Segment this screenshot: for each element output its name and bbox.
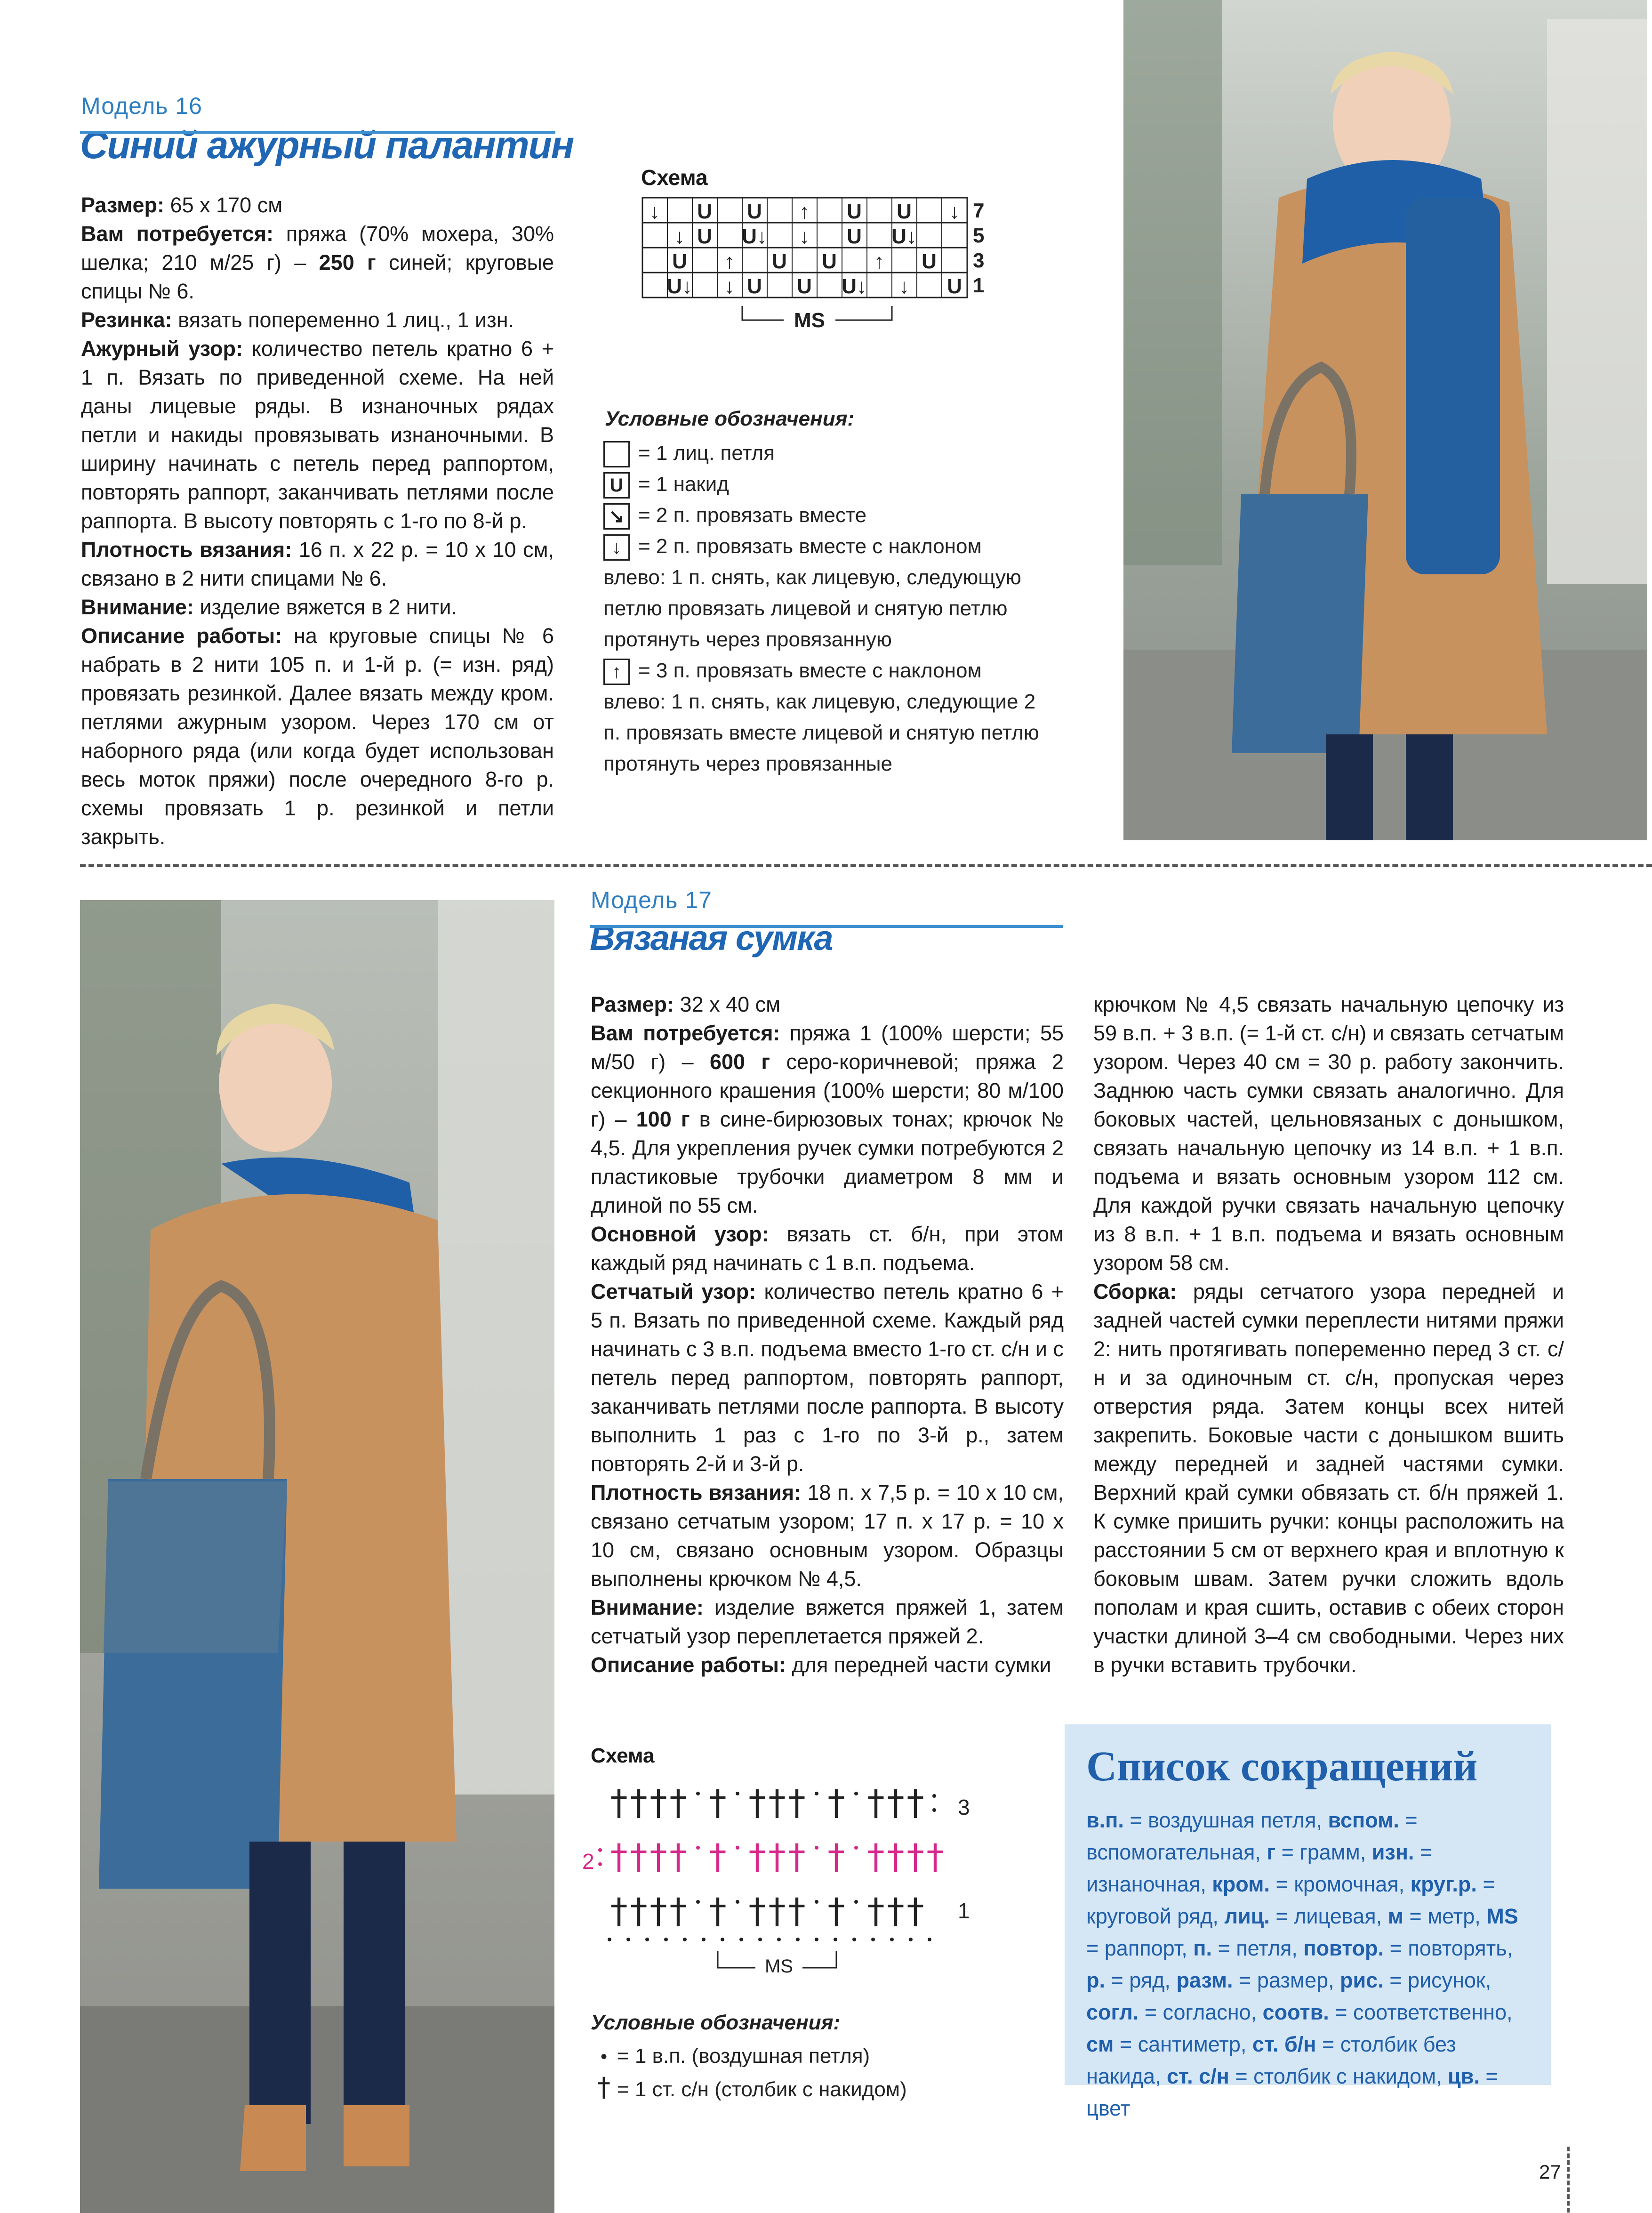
- svg-text:†: †: [827, 1837, 845, 1877]
- svg-text:U: U: [772, 250, 787, 273]
- abbr-key: м: [1387, 1904, 1403, 1928]
- abbr-key: лиц.: [1224, 1904, 1270, 1928]
- abbr-value: = раппорт,: [1086, 1936, 1194, 1960]
- model16-legend: [603, 438, 1046, 780]
- page-number: 27: [1539, 2161, 1561, 2183]
- abbr-value: = рисунок,: [1383, 1968, 1492, 1992]
- m17-gauge-label: Плотность вязания:: [591, 1481, 802, 1505]
- legend17-chain: • = 1 в.п. (воздушная петля): [591, 2041, 1014, 2072]
- svg-text:↓: ↓: [799, 225, 810, 248]
- svg-text:U: U: [697, 200, 712, 223]
- abbr-key: цв.: [1448, 2064, 1480, 2088]
- svg-text:†: †: [887, 1783, 905, 1823]
- m17-main-text: вязать ст. б/н, при этом каждый ряд начинать с 1 в.п. подъема.: [591, 1222, 1064, 1275]
- svg-text:†: †: [887, 1837, 905, 1877]
- model16-legend-title: Условные обозначения:: [605, 407, 855, 430]
- abbr-key: рис.: [1340, 1968, 1384, 1992]
- m17-gauge-text: 18 п. x 7,5 р. = 10 x 10 см, связано сетчатым узором; 17 п. x 17 р. = 10 x 10 см, связано основным узором. Образцы выполнены крючком № 4,5.: [591, 1481, 1064, 1591]
- svg-text:↑: ↑: [724, 250, 735, 273]
- svg-text:†: †: [748, 1891, 766, 1931]
- model16-text: [81, 191, 554, 851]
- m17-assembly-text: ряды сетчатого узора передней и задней частей сумки переплести нитями пряжи 2: нить протягивать попеременно перед 3 ст. с/н и за одиночным ст. с/н, пропуская через отверстия ряда. Затем концы всех нитей закрепить. Боковые части с донышком вшить между передней и задней частями сумки. Верхний край сумки обвязать ст. б/н пряжей 1. К сумке пришить ручки: концы расположить на расстоянии 5 см от верхнего края и вплотную к боковым швам. Затем ручки сложить вдоль пополам и края сшить, оставив с обеих сторон участки длиной 3–4 см свободными. Через них в ручки вставить трубочки.: [1093, 1280, 1564, 1677]
- abbr-key: кром.: [1212, 1872, 1270, 1896]
- svg-text:†: †: [768, 1837, 786, 1877]
- abbr-value: = изнаночная,: [1086, 1840, 1433, 1896]
- svg-text:†: †: [630, 1837, 648, 1877]
- svg-text:↓: ↓: [899, 275, 909, 298]
- chart16-ms: MS: [794, 309, 825, 332]
- abbreviations-title: Список сокращений: [1086, 1743, 1478, 1790]
- model16-label: Модель 16: [81, 93, 202, 119]
- svg-text:†: †: [906, 1837, 924, 1877]
- abbr-value: = воздушная петля,: [1123, 1808, 1328, 1832]
- svg-text:†: †: [906, 1891, 924, 1931]
- m17-mesh-label: Сетчатый узор:: [591, 1280, 756, 1304]
- m17-desc-label: Описание работы:: [591, 1653, 786, 1677]
- svg-text:†: †: [827, 1891, 845, 1931]
- ssk-icon: ↓: [603, 534, 630, 561]
- svg-text:†: †: [867, 1783, 885, 1823]
- svg-text:†: †: [669, 1891, 687, 1931]
- abbr-value: = столбик без накида,: [1086, 2032, 1456, 2088]
- abbreviations-box: [1065, 1724, 1551, 2120]
- model17-legend: [591, 2041, 1014, 2105]
- abbr-value: = лицевая,: [1269, 1904, 1388, 1928]
- abbr-value: = круговой ряд,: [1086, 1872, 1495, 1928]
- svg-text:†: †: [650, 1891, 667, 1931]
- abbr-value: = сантиметр,: [1114, 2032, 1252, 2056]
- m17-mesh-text: количество петель кратно 6 + 5 п. Вязать по приведенной схеме. Каждый ряд начинать с 3 в.п. подъема вместо 1-го ст. с/н и с петель перед раппортом, повторять раппорт, заканчивать петлями после раппорта. В высоту выполнить 1 раз с 1-го по 3-й р., затем повторять 2-й и 3-й р.: [591, 1280, 1064, 1476]
- m17-need-amount-b: 100 г: [636, 1107, 690, 1131]
- note-text: изделие вяжется в 2 нити.: [193, 595, 457, 619]
- model17-photo: [80, 900, 554, 2213]
- double-crochet-icon: †: [597, 2072, 610, 2103]
- svg-text:†: †: [887, 1891, 905, 1931]
- model17-text-col1: [591, 990, 1064, 1679]
- desc-label: Описание работы:: [81, 624, 282, 648]
- abbr-key: разм.: [1176, 1968, 1233, 1992]
- need-amount: 250 г: [319, 250, 376, 274]
- svg-text:†: †: [610, 1783, 628, 1823]
- svg-text:U: U: [897, 200, 912, 223]
- k2tog-icon: ↘: [603, 503, 630, 530]
- m17-need-text-b: серо-коричневой; пряжа 2 секционного крашения (100% шерсти; 80 м/100 г) –: [591, 1050, 1064, 1131]
- lace-label: Ажурный узор:: [81, 337, 243, 361]
- svg-text:↓: ↓: [674, 225, 685, 248]
- svg-text:†: †: [630, 1891, 648, 1931]
- abbr-key: в.п.: [1086, 1808, 1124, 1832]
- lace-text: количество петель кратно 6 + 1 п. Вязать по приведенной схеме. На ней даны лицевые ряды. В изнаночных рядах петли и накиды провязывать изнаночными. В ширину начинать с петель перед раппортом, повторять раппорт, заканчивать петлями после раппорта. В высоту повторять с 1-го по 8-й р.: [81, 337, 554, 533]
- svg-text:†: †: [709, 1837, 727, 1877]
- abbr-value: = повторять,: [1384, 1936, 1513, 1960]
- m17-need-label: Вам потребуется:: [591, 1021, 780, 1045]
- svg-text:U: U: [847, 225, 862, 248]
- svg-text:U↓: U↓: [891, 225, 917, 248]
- chart17-row-3: 3: [958, 1795, 970, 1819]
- need-label: Вам потребуется:: [81, 222, 273, 246]
- svg-text:†: †: [610, 1891, 628, 1931]
- svg-text:U: U: [747, 275, 762, 298]
- chart17-ms: MS: [765, 1956, 793, 1977]
- abbr-value: = согласно,: [1139, 2000, 1263, 2024]
- svg-text:†: †: [610, 1837, 628, 1877]
- svg-text:U: U: [747, 200, 762, 223]
- svg-text:†: †: [768, 1891, 786, 1931]
- abbreviations-list: [1086, 1804, 1529, 2124]
- model16-photo: [1123, 0, 1647, 840]
- svg-text:U: U: [697, 225, 712, 248]
- svg-text:U↓: U↓: [667, 275, 692, 298]
- m17-main-label: Основной узор:: [591, 1222, 769, 1246]
- abbr-key: ст. с/н: [1167, 2064, 1229, 2088]
- chart16-row-7: 7: [973, 199, 985, 222]
- chart17-row-2: 2: [582, 1849, 594, 1874]
- legend16-k2tog: ↘ = 2 п. провязать вместе: [603, 500, 1046, 531]
- size-text: 65 x 170 см: [164, 193, 283, 217]
- model17-legend-title: Условные обозначения:: [591, 2011, 841, 2034]
- svg-text:U: U: [947, 275, 962, 298]
- abbr-key: MS: [1486, 1904, 1518, 1928]
- abbr-value: = метр,: [1403, 1904, 1487, 1928]
- gauge-text: 16 п. x 22 р. = 10 x 10 см, связано в 2 нити спицами № 6.: [81, 538, 554, 590]
- abbr-key: изн.: [1371, 1840, 1414, 1864]
- svg-text:†: †: [768, 1783, 786, 1823]
- abbr-value: = размер,: [1233, 1968, 1340, 1992]
- abbr-key: см: [1086, 2032, 1114, 2056]
- model17-scheme-label: Схема: [591, 1744, 655, 1767]
- model17-crochet-chart: [582, 1777, 1038, 1998]
- section-divider: [80, 864, 1652, 867]
- svg-text:↓: ↓: [650, 200, 660, 223]
- svg-text:†: †: [709, 1783, 727, 1823]
- svg-text:↓: ↓: [724, 275, 735, 298]
- abbr-key: соотв.: [1262, 2000, 1329, 2024]
- yarn-over-icon: U: [603, 472, 630, 499]
- m17-need-text-c: в сине-бирюзовых тонах; крючок № 4,5. Для укрепления ручек сумки потребуются 2 пластиковые трубочки диаметром 8 мм и длиной по 55 см.: [591, 1107, 1064, 1217]
- page-edge-marks: [1567, 2147, 1570, 2213]
- legend16-sk2p: ↑ = 3 п. провязать вместе с наклоном влево: 1 п. снять, как лицевую, следующие 2 п. провязать вместе лицевой и снятую петлю протянуть через провязанные: [603, 659, 1039, 775]
- m17-need-amount-a: 600 г: [710, 1050, 770, 1074]
- need-text: пряжа (70% мохера, 30% шелка; 210 м/25 г) –: [81, 222, 554, 274]
- abbr-value: = кромочная,: [1269, 1872, 1411, 1896]
- svg-text:†: †: [709, 1891, 727, 1931]
- svg-text:†: †: [650, 1837, 667, 1877]
- svg-text:†: †: [650, 1783, 667, 1823]
- size-label: Размер:: [81, 193, 165, 217]
- svg-text:U↓: U↓: [742, 225, 767, 248]
- m17-size-text: 32 x 40 см: [674, 992, 781, 1016]
- m17-note-text: изделие вяжется пряжей 1, затем сетчатый узор переплетается пряжей 2.: [591, 1595, 1064, 1648]
- svg-text:†: †: [630, 1783, 648, 1823]
- model16-knit-chart: [638, 193, 1000, 344]
- rib-label: Резинка:: [81, 308, 172, 332]
- svg-text:†: †: [788, 1891, 806, 1931]
- legend16-yo: U = 1 накид: [603, 469, 1046, 500]
- legend17-dc: † = 1 ст. с/н (столбик с накидом): [591, 2072, 1014, 2105]
- svg-text:↓: ↓: [949, 200, 960, 223]
- model17-text-col2: [1093, 990, 1564, 1679]
- chain-stitch-icon: •: [600, 2046, 607, 2067]
- abbr-key: г: [1267, 1840, 1276, 1864]
- svg-text:U: U: [847, 200, 862, 223]
- need-text-end: синей; круговые спицы № 6.: [81, 250, 554, 303]
- rib-text: вязать попеременно 1 лиц., 1 изн.: [172, 308, 514, 332]
- m17-desc-text: для передней части сумки: [786, 1653, 1051, 1677]
- legend16-ssk: ↓ = 2 п. провязать вместе с наклоном влево: 1 п. снять, как лицевую, следующую петлю провязать лицевой и снятую петлю протянуть через провязанную: [603, 535, 1021, 651]
- m17-need-text-a: пряжа 1 (100% шерсти; 55 м/50 г) –: [591, 1021, 1064, 1074]
- m17-col2-text: крючком № 4,5 связать начальную цепочку из 59 в.п. + 3 в.п. (= 1-й ст. с/н) и связать сетчатым узором. Через 40 см = 30 р. работу закончить. Заднюю часть сумки связать аналогично. Для боковых частей, цельновязаных с донышком, связать начальную цепочку из 14 в.п. + 1 в.п. подъема и вязать основным узором 112 см. Для каждой ручки связать начальную цепочку из 8 в.п. + 1 в.п. подъема и вязать основным узором 58 см.: [1093, 992, 1564, 1275]
- svg-text:†: †: [748, 1837, 766, 1877]
- chart16-row-3: 3: [973, 249, 985, 272]
- model17-title: Вязаная сумка: [590, 918, 833, 958]
- m17-assembly-label: Сборка:: [1093, 1280, 1177, 1304]
- abbr-key: согл.: [1086, 2000, 1139, 2024]
- abbr-key: вспом.: [1328, 1808, 1399, 1832]
- abbr-value: = столбик с накидом,: [1229, 2064, 1448, 2088]
- svg-text:U: U: [672, 250, 687, 273]
- model16-title-rule: [80, 131, 555, 134]
- legend16-knit: = 1 лиц. петля: [603, 438, 1046, 469]
- svg-text:†: †: [669, 1783, 687, 1823]
- svg-text:↑: ↑: [799, 200, 810, 223]
- chart16-row-5: 5: [973, 224, 985, 247]
- gauge-label: Плотность вязания:: [81, 538, 292, 562]
- svg-text:†: †: [788, 1783, 806, 1823]
- m17-note-label: Внимание:: [591, 1595, 704, 1619]
- svg-text:†: †: [827, 1783, 845, 1823]
- abbr-value: = вспомогательная,: [1086, 1808, 1418, 1864]
- svg-text:U: U: [922, 250, 937, 273]
- svg-text:†: †: [669, 1837, 687, 1877]
- sk2p-icon: ↑: [603, 659, 630, 685]
- note-label: Внимание:: [81, 595, 194, 619]
- svg-text:†: †: [867, 1837, 885, 1877]
- model17-label: Модель 17: [591, 887, 712, 913]
- svg-text:†: †: [867, 1891, 885, 1931]
- abbr-key: круг.р.: [1410, 1872, 1477, 1896]
- knit-stitch-icon: [603, 441, 630, 467]
- svg-text:†: †: [788, 1837, 806, 1877]
- abbr-key: р.: [1086, 1968, 1105, 1992]
- abbr-value: = грамм,: [1275, 1840, 1372, 1864]
- svg-text:U: U: [822, 250, 837, 273]
- desc-text: на круговые спицы № 6 набрать в 2 нити 105 п. и 1-й р. (= изн. ряд) провязать резинкой. Далее вязать между кром. петлями ажурным узором. Через 170 см от наборного ряда (или когда будет использован весь моток пряжи) после очередного 8-го р. схемы провязать 1 р. резинкой и петли закрыть.: [81, 624, 554, 849]
- svg-text:†: †: [906, 1783, 924, 1823]
- abbr-value: = ряд,: [1105, 1968, 1177, 1992]
- m17-size-label: Размер:: [591, 992, 674, 1016]
- svg-text:U: U: [797, 275, 812, 298]
- abbr-key: п.: [1193, 1936, 1212, 1960]
- abbr-value: = цвет: [1086, 2064, 1498, 2120]
- model16-scheme-label: Схема: [641, 165, 708, 190]
- abbr-key: ст. б/н: [1252, 2032, 1316, 2056]
- svg-text:↑: ↑: [874, 250, 884, 273]
- abbr-value: = петля,: [1211, 1936, 1304, 1960]
- svg-text:†: †: [926, 1837, 944, 1877]
- svg-text:†: †: [748, 1783, 766, 1823]
- svg-text:U↓: U↓: [842, 275, 867, 298]
- chart16-row-1: 1: [973, 274, 985, 297]
- model17-title-rule: [590, 925, 1063, 928]
- model16-title: Синий ажурный палантин: [80, 124, 574, 167]
- abbr-key: повтор.: [1303, 1936, 1384, 1960]
- abbr-value: = соответственно,: [1329, 2000, 1513, 2024]
- chart17-row-1: 1: [958, 1899, 970, 1923]
